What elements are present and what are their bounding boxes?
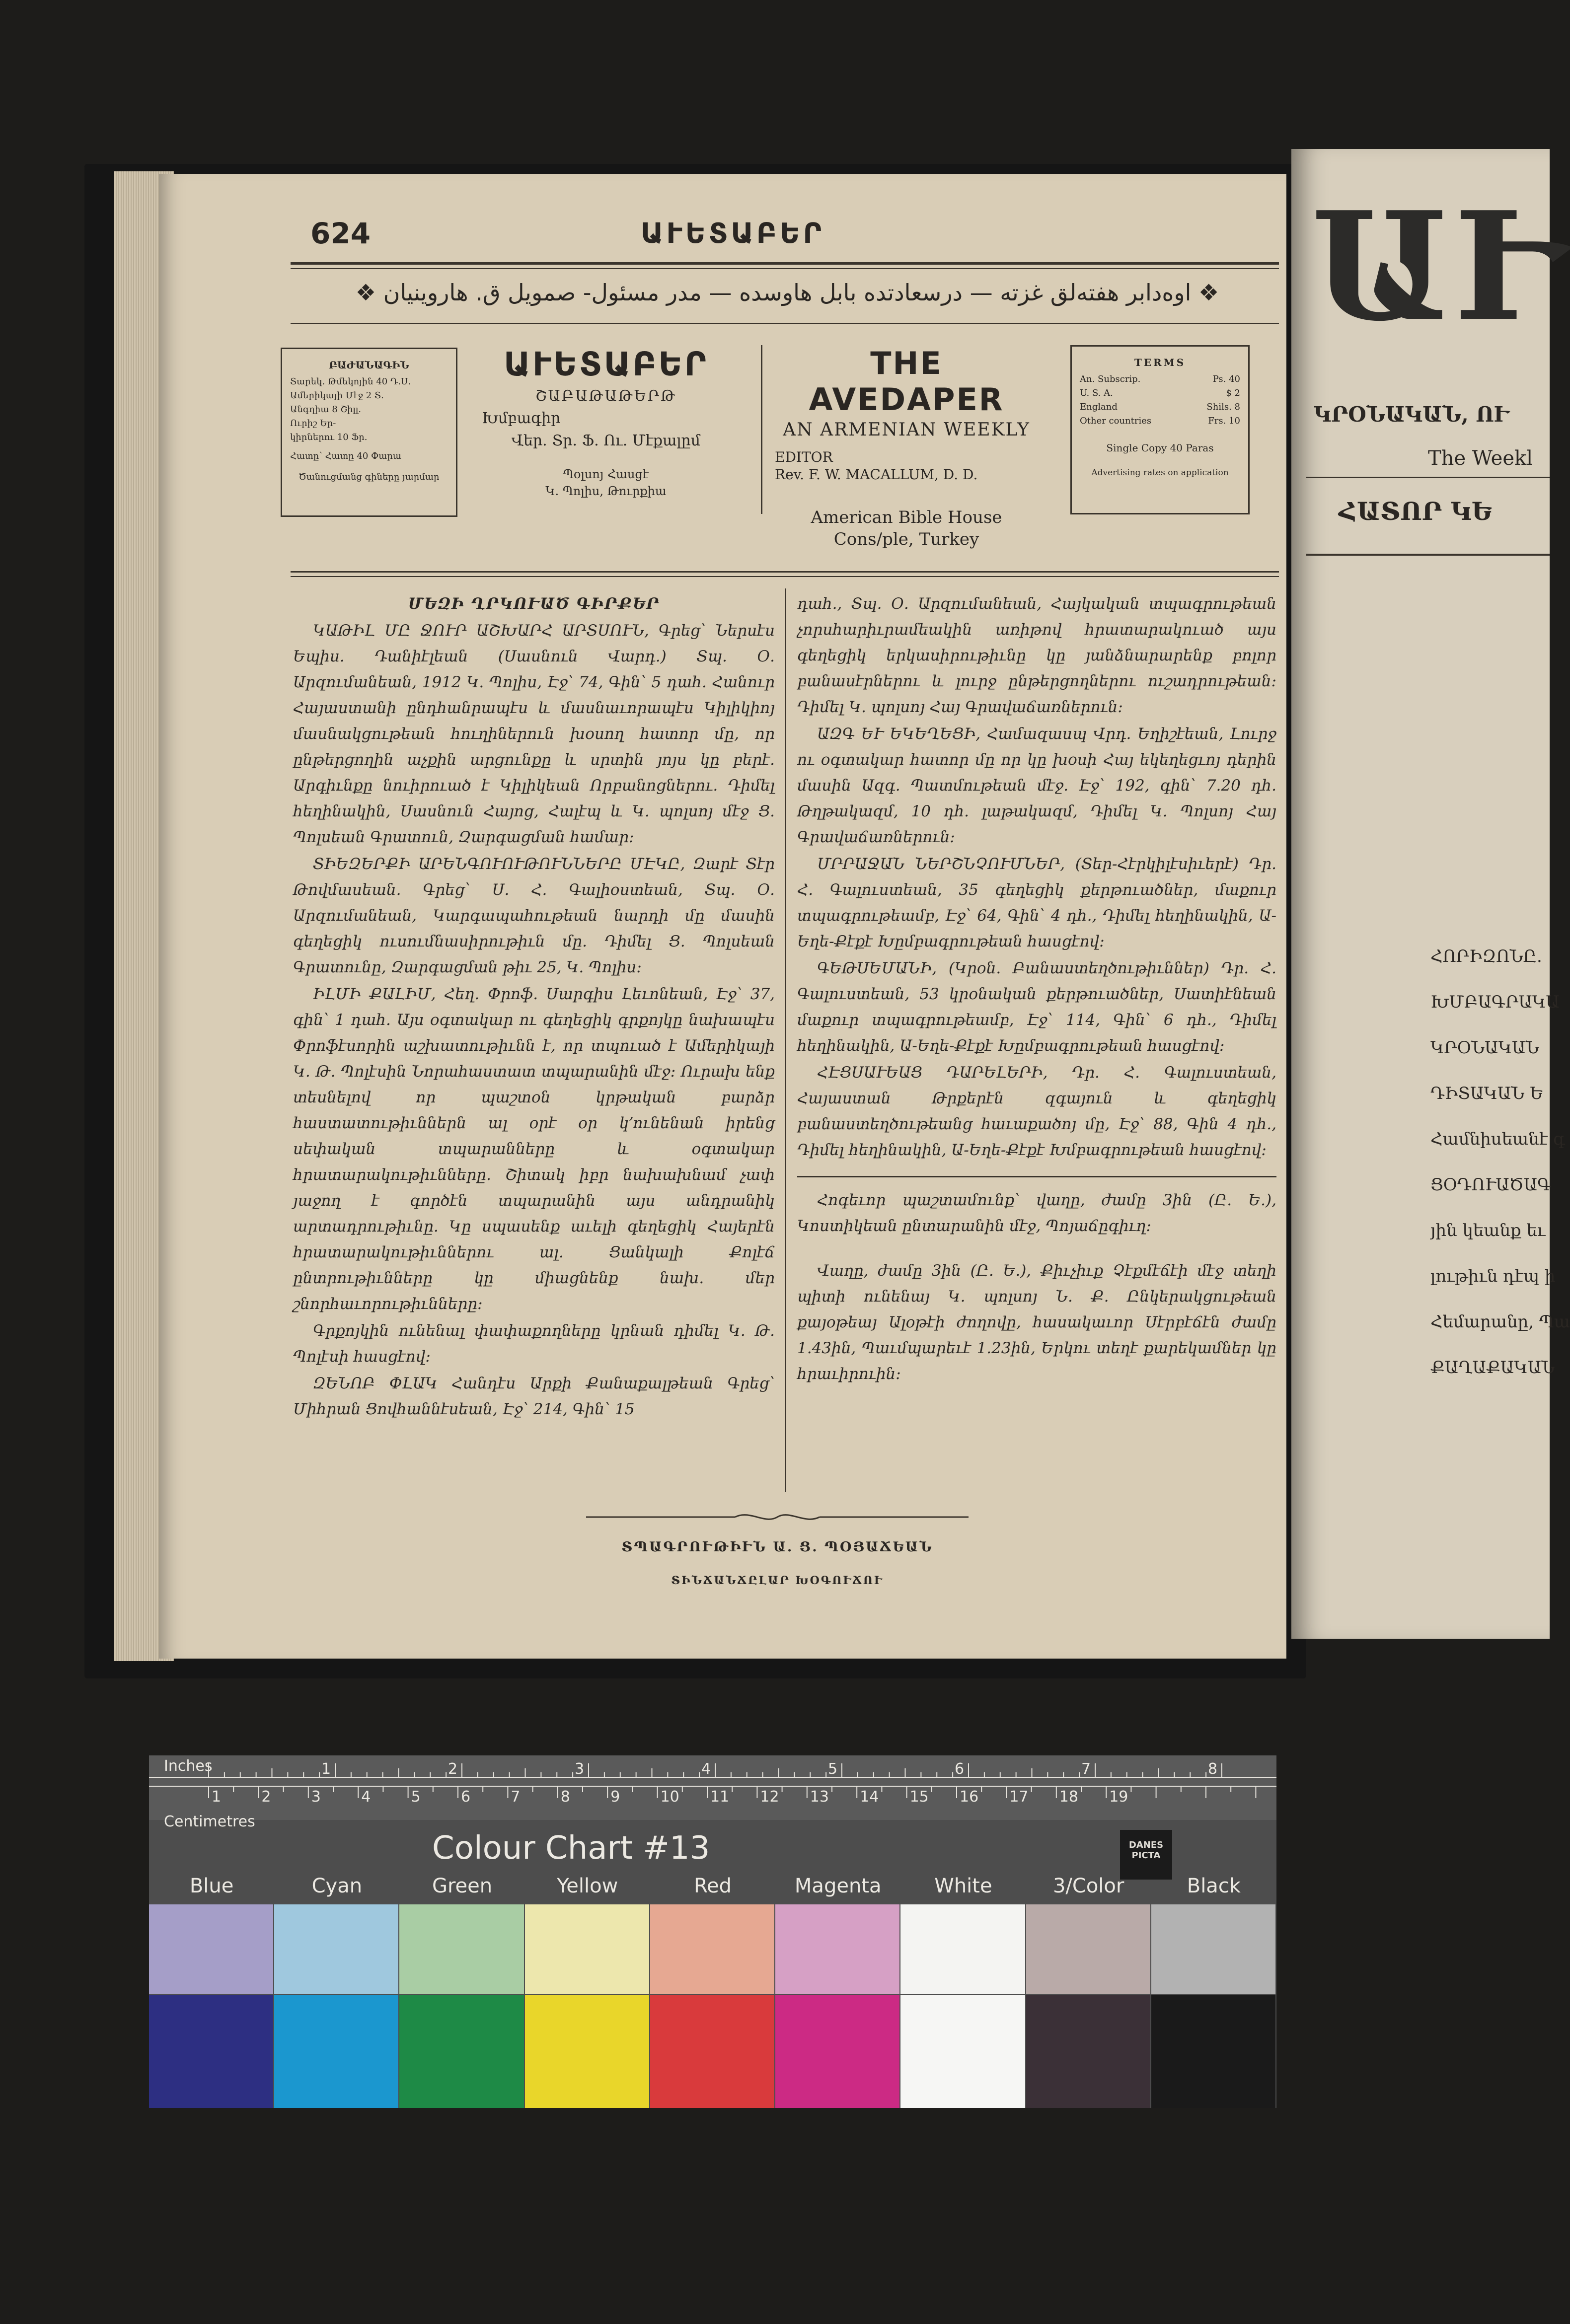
subscription-line: Ամերիկայի Մէջ 2 Տ. <box>290 390 384 401</box>
next-page-line: ԿՐՕՆԱԿԱՆ <box>1430 1038 1539 1058</box>
ruler-inches-label: Inches <box>164 1757 213 1775</box>
terms-row <box>1080 400 1240 414</box>
next-page-lines <box>1430 934 1570 1390</box>
book-notice: ԳԵԹՍԵՄԱՆԻ, (Կրօն. Բանաստեղծութիւններ) Դր. Հ. Գալուստեան, 53 կրօնական քերթուածներ, Սատիէնեան մաքուր տպագրութեամբ, Էջ՝ 114, Գին՝ 6 դհ., Դիմել հեղինակին, Ա-Եղե-Քէքէ Խըմբագրութեան հասցէով։ <box>797 959 1276 1055</box>
terms-key: Other countries <box>1080 416 1152 426</box>
subscription-line: Անգղիա 8 Շիլլ. <box>290 404 362 415</box>
english-masthead <box>775 345 1038 549</box>
patch-label: Red <box>693 1875 732 1897</box>
next-page-english: The Weekl <box>1428 447 1533 470</box>
next-page-line: լութիւն դէպ ի <box>1430 1266 1556 1286</box>
cm-label: 8 <box>560 1788 570 1806</box>
colour-patch-light <box>1151 1904 1275 1994</box>
patch-label: Yellow <box>557 1875 618 1897</box>
terms-value: Shils. 8 <box>1206 402 1240 412</box>
terms-ads: Advertising rates on application <box>1091 468 1229 478</box>
english-subtitle: AN ARMENIAN WEEKLY <box>783 420 1030 440</box>
danes-picta-logo: DANES PICTA <box>1120 1830 1172 1880</box>
patch-label: Black <box>1187 1875 1241 1897</box>
header-rule-thin <box>291 268 1279 269</box>
cm-label: 16 <box>960 1788 979 1806</box>
armenian-editor: Վեր. Տր. Ֆ. Ու. Մէքալըմ <box>511 432 701 449</box>
cm-label: 11 <box>710 1788 730 1806</box>
armenian-editor-label: Խմբագիր <box>482 410 561 427</box>
inch-label: 1 <box>321 1760 331 1778</box>
next-page-line: ՀՈՐԻԶՈՆԸ. <box>1430 946 1542 966</box>
cm-label: 18 <box>1059 1788 1078 1806</box>
book-notice: ԱԶԳ ԵՒ ԵԿԵՂԵՑԻ, Համազասպ Վրդ. Եղիշէեան, Լուրջ ու օգտակար հատոր մը որ կը խօսի Հայ եկեղեցւոյ դերին մասին Ազգ. Պատմութեան մէջ. Էջ՝ 192, գին՝ 7.20 դհ. Թղթակազմ, 10 դհ. լաթակազմ, Դիմել Կ. Պոլսոյ Հայ Գրավաճառներուն։ <box>797 725 1276 846</box>
next-page-line: ՑՕԴՈՒԱԾԱԳ <box>1430 1175 1552 1195</box>
cm-label: 17 <box>1009 1788 1029 1806</box>
terms-row <box>1080 372 1240 386</box>
terms-single-copy: Single Copy 40 Paras <box>1106 442 1214 454</box>
books-heading: ՄԵԶԻ ՂՐԿՈՒԱԾ ԳԻՐՔԵՐ <box>408 595 660 613</box>
colour-patch-dark <box>274 1995 398 2108</box>
page-number: 624 <box>310 217 371 250</box>
terms-row <box>1080 414 1240 428</box>
subscription-line: կիրներու 10 Ֆր. <box>290 432 368 442</box>
newspaper-page <box>159 174 1286 1659</box>
book-notice: ՀԷՑՍԱՒԵԱՑ ԴԱՐԵԼԵՐԻ, Դր. Հ. Գալուստեան, Հայաստան Թրքերէն զգայուն և գեղեցիկ բանաստեղծութեանց հաւաքածոյ մը, Էջ՝ 88, Գին 4 դհ., Դիմել հեղինակին, Ա-Եղե-Քէքէ Խմբագրութեան հասցէով։ <box>797 1064 1276 1159</box>
terms-rows <box>1072 369 1248 482</box>
inch-label: 5 <box>828 1760 838 1778</box>
cm-label: 9 <box>610 1788 620 1806</box>
terms-value: $ 2 <box>1226 388 1240 398</box>
running-head: ԱՒԵՏԱԲԵՐ <box>641 218 824 250</box>
terms-key: U. S. A. <box>1080 388 1113 398</box>
ruler <box>149 1755 1276 1830</box>
next-page-line: Հեմարանը, Պա <box>1430 1312 1570 1332</box>
next-page <box>1291 149 1570 1639</box>
cm-label: 7 <box>511 1788 521 1806</box>
subscription-title: ԲԱԺԱՆԱԳԻՆ <box>329 359 409 371</box>
colour-patch-dark <box>650 1995 774 2108</box>
subscription-ads: Ծանուցմանց գիները յարմար <box>299 472 440 482</box>
patch-label: Blue <box>189 1875 234 1897</box>
masthead-bottom-rule <box>291 571 1279 573</box>
column-divider <box>785 588 786 1492</box>
armenian-masthead <box>467 345 745 498</box>
street-line: ՏԻՆՃԱՆՃԸԼԱՐ ԽՕԳՈՒՃՈՒ <box>671 1574 884 1587</box>
subscription-copy: Հատը՝ Հատը 40 Փարա <box>290 451 401 461</box>
inch-label: 3 <box>575 1760 585 1778</box>
chart-title: Colour Chart #13 <box>432 1830 710 1867</box>
book-notice: դահ., Տպ. Օ. Արզումանեան, Հայկական տպագրութեան չորսհարիւրամեակին առիթով հրատարակուած այս գեղեցիկ երկասիրութիւնը կը յանձնարարենք բոլոր բանասէրներու և լուրջ ընթերցողներու ուշադրութեան։ Դիմել Կ. պոլսոյ Հայ Գրավաճառներուն։ <box>797 595 1276 716</box>
colour-patch-light <box>274 1904 398 1994</box>
terms-box <box>1070 345 1250 514</box>
notice-rule <box>797 1176 1276 1177</box>
subscription-line: Ուրիշ Եր- <box>290 418 336 429</box>
inch-label: 8 <box>1208 1760 1218 1778</box>
patch-label: White <box>934 1875 992 1897</box>
colour-patch-dark <box>1151 1995 1275 2108</box>
book-notice: ՄՐՐԱՋԱՆ ՆԵՐՇՆՉՈՒՄՆԵՐ, (Տեր-Հէրկիլէսիւերէ) Դր. Հ. Գալուստեան, 35 գեղեցիկ քերթուածներ, մաքուր տպագրութեամբ, Էջ՝ 64, Գին՝ 4 դհ., Դիմել հեղինակին, Ա-Եղե-Քէքէ Խըմբագրութեան հասցէով։ <box>797 855 1276 950</box>
terms-key: England <box>1080 402 1118 412</box>
printer-line: ՏՊԱԳՐՈՒԹԻՒՆ Ա. Ց. ՊՕՅԱՃԵԱՆ <box>621 1539 933 1555</box>
next-page-subtitle: ԿՐՕՆԱԿԱՆ, ՈՒ <box>1314 402 1509 427</box>
colour-patch-dark <box>1026 1995 1150 2108</box>
colour-patch-light <box>900 1904 1025 1994</box>
next-page-headline: ԱՒ <box>1311 179 1566 354</box>
armenian-place-2: Կ. Պոլիս, Թուրքիա <box>545 484 667 498</box>
armenian-weekly: ՇԱԲԱԹԱԹԵՐԹ <box>535 387 677 405</box>
next-page-line: ԽՄԲԱԳՐԱԿԱ <box>1430 992 1560 1012</box>
cm-label: 3 <box>311 1788 321 1806</box>
next-page-rule-2 <box>1306 554 1550 556</box>
subscription-lines <box>282 372 456 487</box>
editor-name: Rev. F. W. MACALLUM, D. D. <box>775 466 978 483</box>
colour-patch-dark <box>399 1995 523 2108</box>
left-column <box>293 591 775 1423</box>
cm-label: 12 <box>760 1788 779 1806</box>
book-notice: ԶԵՆՈԲ ՓԼԱԿ Հանդէս Արքի Քանաքալթեան Գրեց՝ Միհրան Ցովհաննէսեան, Էջ՝ 214, Գին՝ 15 <box>293 1375 775 1418</box>
address-line-2: Cons/ple, Turkey <box>833 529 979 549</box>
book-notice: Գրքոյկին ունենալ փափաքողները կրնան դիմել Կ. Թ. Պոլէսի հասցէով։ <box>293 1322 775 1366</box>
armenian-title: ԱՒԵՏԱԲԵՐ <box>504 345 708 383</box>
book-notice: ՏԻԵԶԵՐՔԻ ԱՐԵՆԳՈՒՈՒԹՈՒՆՆԵՐԸ ՄԷԿԸ, Զարէ Տէր Թովմասեան. Գրեց՝ Ս. Հ. Գալիօստեան, Տպ. Օ. Արզումանեան, Կարգապահութեան նարդի մը մասին գեղեցիկ ուսումնասիրութիւն մը. Դիմել Ց. Պոլսեան Գրատունը, Զարգացման թիւ 25, Կ. Պոլիս։ <box>293 855 775 976</box>
cm-label: 6 <box>461 1788 471 1806</box>
spacer <box>797 1240 1276 1258</box>
cm-label: 5 <box>411 1788 421 1806</box>
patch-label: Green <box>432 1875 493 1897</box>
colour-patch-light <box>525 1904 649 1994</box>
book-notice: ԿԱԹԻԼ ՄԸ ՋՈՒՐ ԱՇԽԱՐՀ ԱՐՏՍՈՒՆ, Գրեց՝ Ներսէս Եպիս. Դանիէլեան (Սասնուն Վարդ.) Տպ. Օ. Արզումանեան, 1912 Կ. Պոլիս, Էջ՝ 74, Գին՝ 5 դահ. Հանուր Հայաստանի ընդհանրապէս և մասնաւորապէս Կիլիկիոյ մասնակցութեան հուղիներուն խօսող հատոր մը, որ ընթերցողին աչքին արցունքը և սրտին յոյս կը բերէ. Արգիւնքը նուիրուած է Կիլիկեան Որբանոցներու. Դիմել հեղինակին, Սասնուն Հայոց, Հալէպ և Կ. պոլսոյ մէջ Ց. Պոլսեան Գրատուն, Զարգացման համար։ <box>293 622 775 846</box>
subscription-line: Տարեկ. Թմեկոյին 40 Դ.Ս. <box>290 376 411 387</box>
service-notice: Վաղը, ժամը 3ին (Ը. Ե.), Քիւչիւք Չէքմէճէի մէջ տեղի պիտի ունենայ Կ. պոլսոյ Ն. Ք. Ընկերակցութեան քայօթեայ Ալօթէի ժողովը, հասակաւոր Սէրբէճէն ժամը 1.43ին, Պաւմպարեւէ 1.23ին, Երկու տեղէ քարեկամներ կը հրաւիրուին։ <box>797 1262 1276 1383</box>
terms-value: Frs. 10 <box>1208 416 1240 426</box>
cm-label: 10 <box>660 1788 679 1806</box>
inch-label: 7 <box>1081 1760 1091 1778</box>
armenian-place-1: Պօլսոյ Հասցէ <box>563 467 649 481</box>
ottoman-line: ❖ اوه‌دابر هفته‌لق غزته — درسعادتده بابل هاوسده — مدر مسئول- صمویل ق. هاروینیان ❖ <box>355 279 1219 306</box>
colour-patch-light <box>650 1904 774 1994</box>
ruler-cm-label: Centimetres <box>164 1813 255 1830</box>
colour-patch-light <box>149 1904 273 1994</box>
english-title: THE AVEDAPER <box>809 345 1004 418</box>
colour-patch-dark <box>149 1995 273 2108</box>
colour-patch-dark <box>525 1995 649 2108</box>
masthead-divider <box>761 345 762 514</box>
masthead-top-rule <box>291 323 1279 324</box>
cm-label: 15 <box>909 1788 929 1806</box>
header-rule <box>291 262 1279 265</box>
subscription-box <box>281 348 457 517</box>
cm-label: 2 <box>261 1788 271 1806</box>
service-notice: Հոգեւոր պաշտամունք՝ վաղը, ժամը 3ին (Ը. Ե.), Կոստիկեան ընտարանին մէջ, Պոյաճըգիւղ։ <box>797 1191 1276 1235</box>
cm-label: 13 <box>810 1788 829 1806</box>
patch-label: Cyan <box>311 1875 363 1897</box>
inch-label: 6 <box>955 1760 965 1778</box>
colour-patch-dark <box>775 1995 899 2108</box>
colour-patch-light <box>1026 1904 1150 1994</box>
masthead-bottom-rule-thin <box>291 576 1279 577</box>
terms-value: Ps. 40 <box>1212 374 1240 384</box>
colour-patch-light <box>775 1904 899 1994</box>
colour-patch-light <box>399 1904 523 1994</box>
next-page-line: Համնիսեանէ գ <box>1430 1129 1565 1149</box>
terms-title: TERMS <box>1134 357 1186 368</box>
cm-label: 1 <box>212 1788 222 1806</box>
terms-row <box>1080 386 1240 400</box>
right-column <box>797 591 1276 1388</box>
address-line-1: American Bible House <box>811 508 1002 527</box>
patch-label: Magenta <box>794 1875 882 1897</box>
terms-key: An. Subscrip. <box>1080 374 1141 384</box>
cm-label: 4 <box>361 1788 371 1806</box>
colour-patch-dark <box>900 1995 1025 2108</box>
editor-label: EDITOR <box>775 449 833 465</box>
cm-label: 19 <box>1109 1788 1128 1806</box>
patch-label: 3/Color <box>1052 1875 1124 1897</box>
next-page-line: յին կեանք եւ <box>1430 1221 1546 1240</box>
next-page-rule <box>1306 477 1550 478</box>
inch-label: 2 <box>448 1760 458 1778</box>
book-notice: ԻԼՄԻ ՔԱԼԻՄ, Հեղ. Փրոֆ. Սարգիս Լեւոնեան, Էջ՝ 37, գին՝ 1 դահ. Այս օգտակար ու գեղեցիկ գրքոյկը նախապէս Փրոֆէսորին աշխատութիւնն է, որ տպուած է Ամերիկայի Կ. Թ. Պոլէսին Նորահաստատ տպարանին մէջ։ Ուրախ ենք տեսնելով որ պաշտօն կրթական բարձր հաստատութիւններն ալ օրէ օր կ՚ունենան իրենց սեփական տպարանները և օգտակար հրատարակութիւնները. Շիտակ իբր նախախնամ չափ յաջող է գործէն տպարանին այս անդրանիկ արտադրութիւնը. Կը սպասենք աւելի գեղեցիկ Հայերէն հրատարակութիւններու ալ. Ցանկալի Քոլէճ ընտրութիւնները կը միացնենք նախ. մեր շնորհաւորութիւնները։ <box>293 985 775 1313</box>
next-page-line: ՔԱՂԱՔԱԿԱՆ <box>1430 1358 1555 1378</box>
cm-label: 14 <box>860 1788 879 1806</box>
inch-label: 4 <box>701 1760 711 1778</box>
colour-chart <box>149 1755 1276 2108</box>
next-page-line: ԴԻՏԱԿԱՆ Ե <box>1430 1084 1544 1103</box>
ruler-scale <box>149 1755 1276 1820</box>
ornament <box>586 1510 969 1525</box>
next-page-section: ՀԱՏՈՐ ԿԵ <box>1339 497 1492 526</box>
